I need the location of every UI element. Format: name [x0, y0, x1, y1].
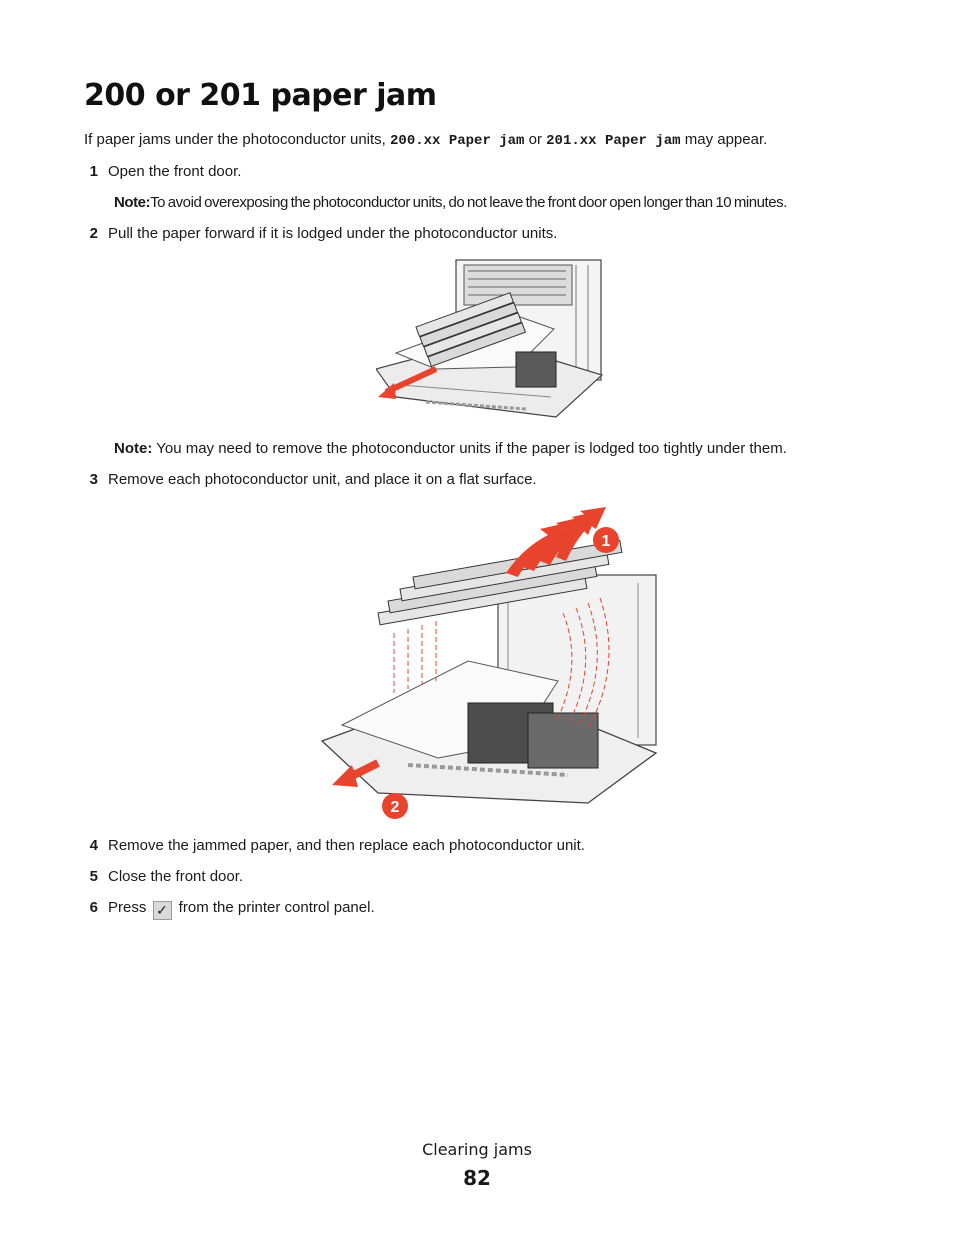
figure-pull-paper: [376, 257, 604, 427]
note-remove: [114, 440, 787, 458]
step-text: Remove each photoconductor unit, and place it on a flat surface.: [108, 471, 537, 488]
figure-remove-units: [318, 503, 660, 823]
step-text-before: Press: [108, 899, 151, 916]
note-label: Note:: [114, 440, 153, 457]
error-code-200: 200.xx Paper jam: [390, 133, 525, 149]
page-title: 200 or 201 paper jam: [84, 78, 437, 113]
intro-text: or: [524, 131, 547, 148]
note-door: [114, 194, 787, 212]
step-number: 6: [89, 899, 98, 916]
note-text: To avoid overexposing the photoconductor units, do not leave the front door open longer than 10 minutes.: [150, 194, 787, 211]
step-text: [108, 899, 375, 920]
step-text: Pull the paper forward if it is lodged under the photoconductor units.: [108, 225, 558, 242]
page-number: 82: [463, 1166, 491, 1190]
intro-paragraph: [84, 131, 767, 150]
note-text: You may need to remove the photoconductor units if the paper is lodged too tightly under them.: [152, 440, 787, 457]
step-text: Close the front door.: [108, 868, 244, 885]
checkmark-button-icon: ✓: [153, 901, 172, 920]
intro-text: may appear.: [680, 131, 768, 148]
step-number: 4: [89, 837, 98, 854]
footer-section: Clearing jams: [422, 1140, 532, 1159]
step-text: Open the front door.: [108, 163, 242, 180]
callout-2-label: 2: [390, 799, 400, 816]
step-number: 1: [89, 163, 98, 180]
step-number: 3: [89, 471, 98, 488]
step-number: 5: [89, 868, 98, 885]
step-text-after: from the printer control panel.: [174, 899, 375, 916]
note-label: Note:: [114, 194, 151, 211]
step-text: Remove the jammed paper, and then replace each photoconductor unit.: [108, 837, 585, 854]
error-code-201: 201.xx Paper jam: [546, 133, 681, 149]
step-number: 2: [89, 225, 98, 242]
intro-text: If paper jams under the photoconductor units,: [84, 131, 391, 148]
callout-1-label: 1: [601, 533, 611, 550]
